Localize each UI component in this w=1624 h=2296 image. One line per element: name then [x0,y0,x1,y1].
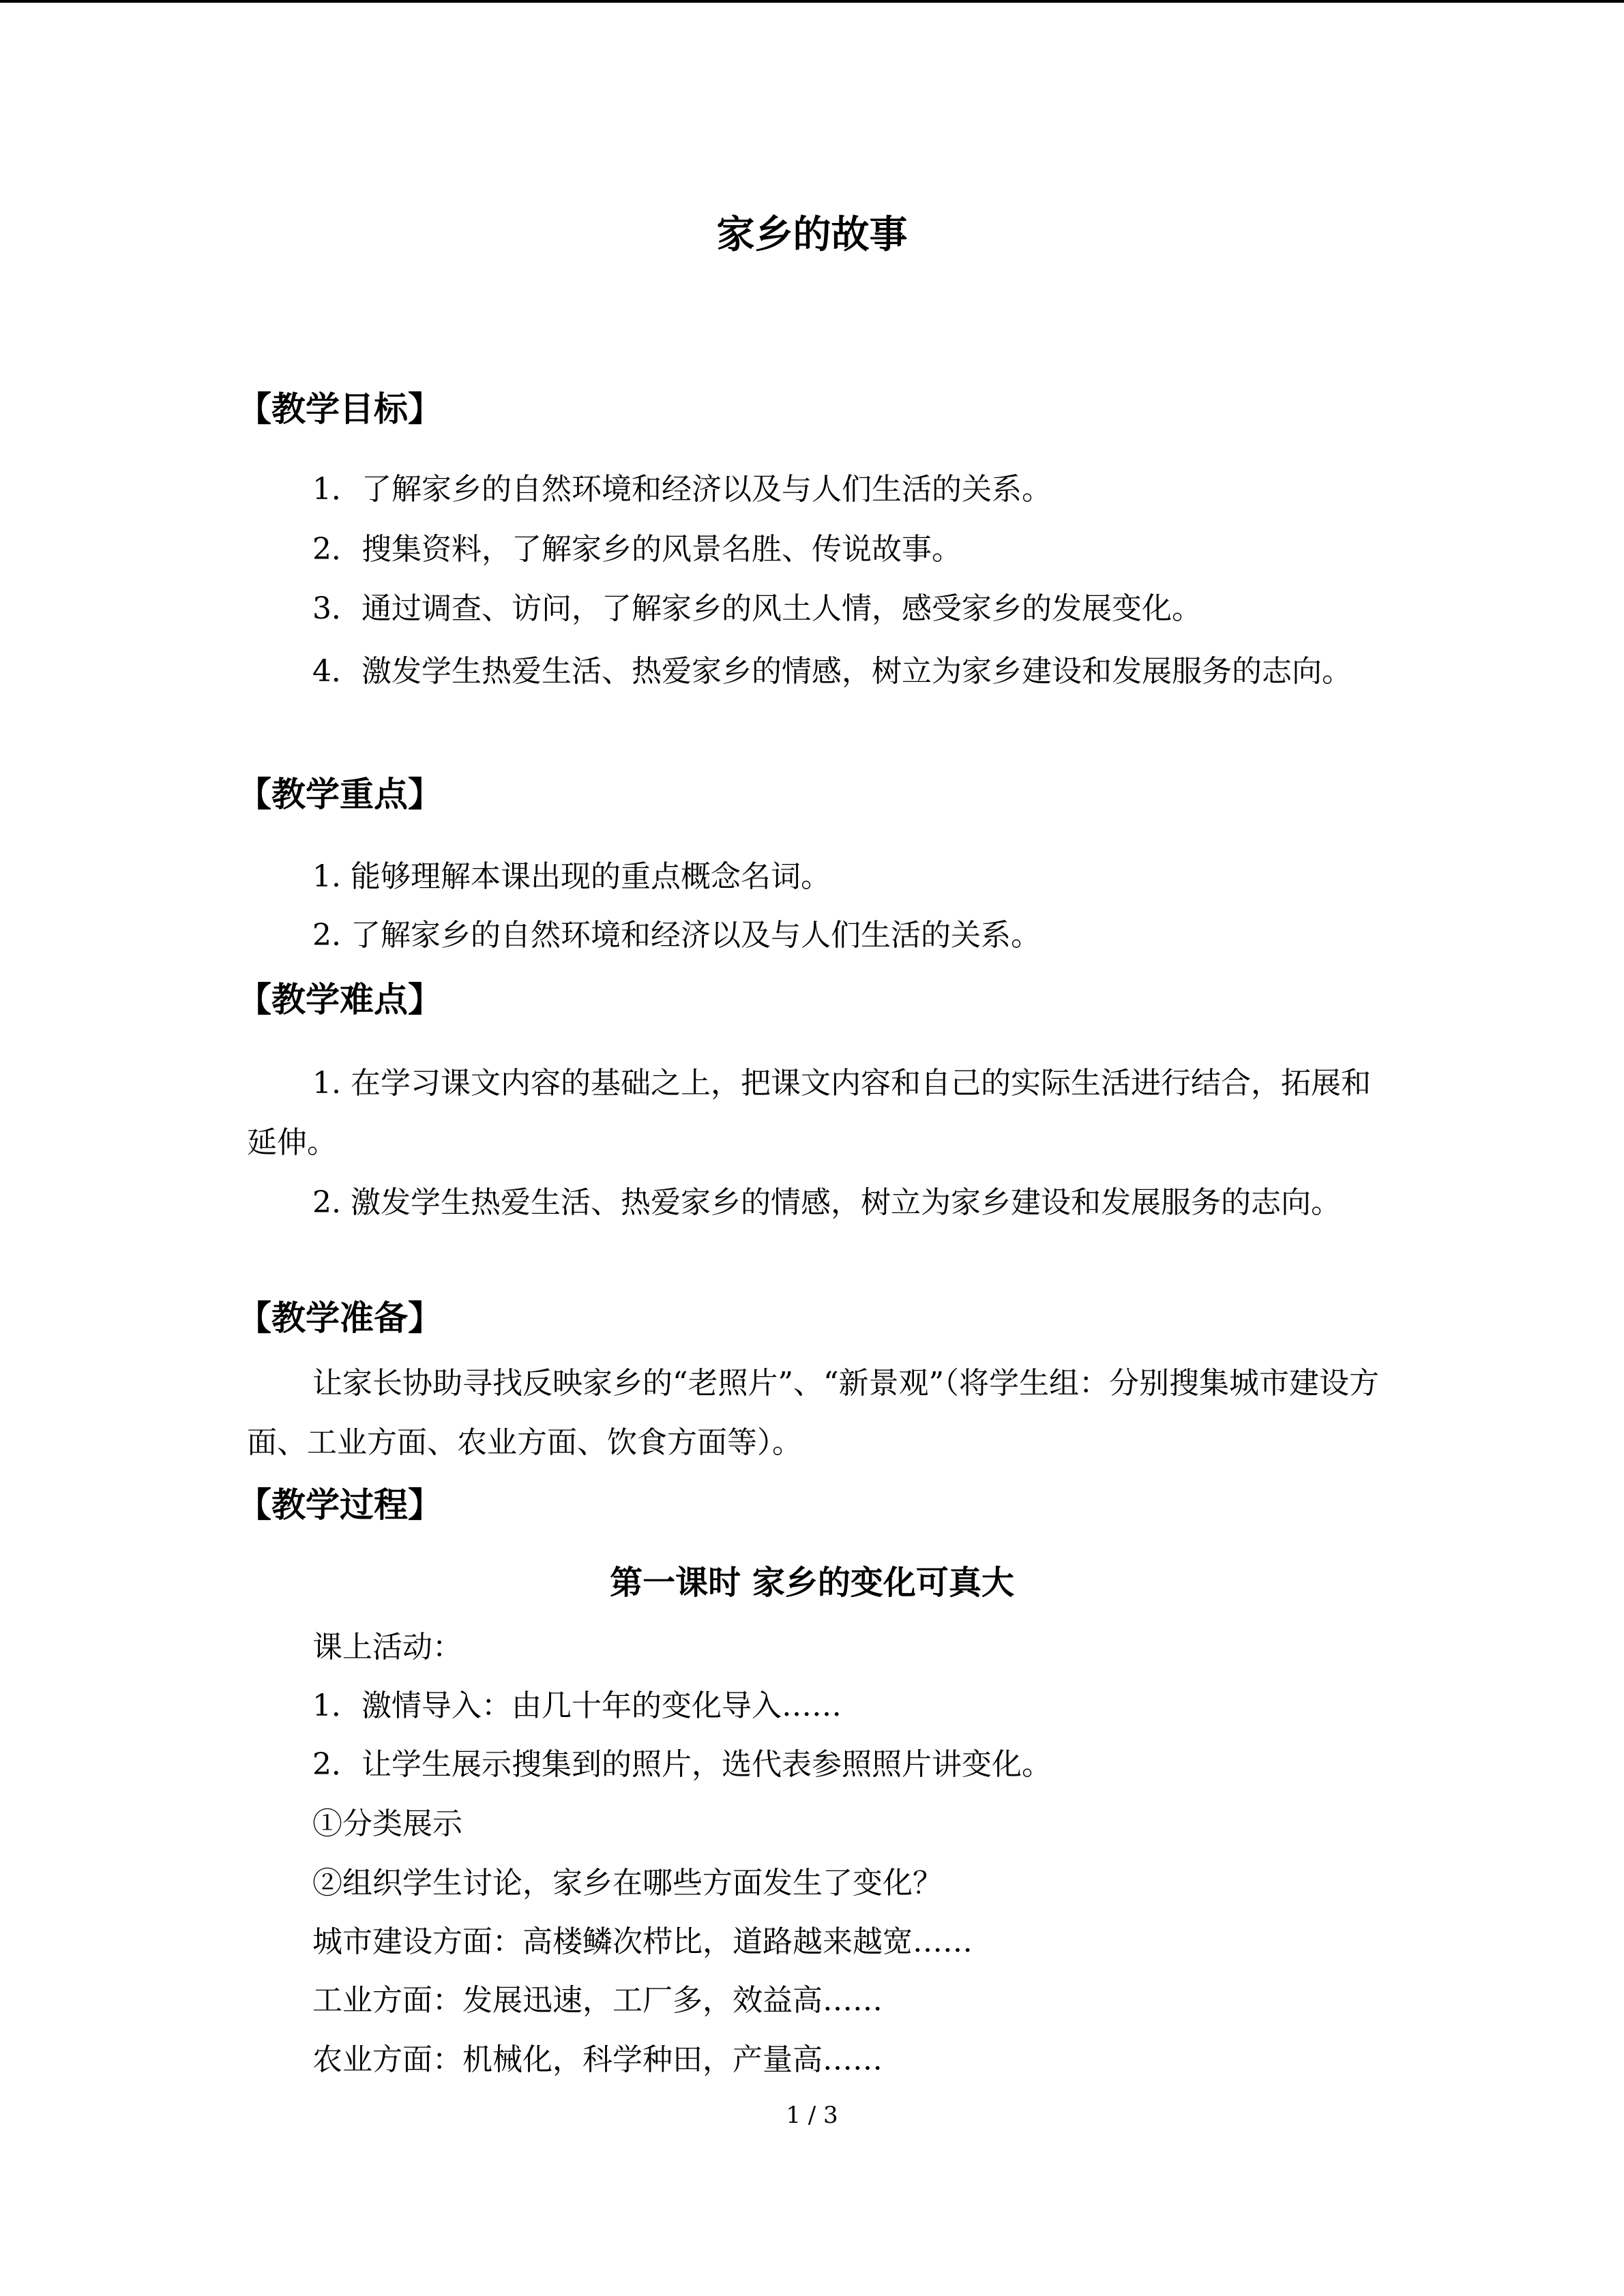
key-point-item: 1. 能够理解本课出现的重点概念名词。 [312,859,831,894]
objective-item: 3．通过调查、访问，了解家乡的风土人情，感受家乡的发展变化。 [312,591,1202,626]
objective-item: 4．激发学生热爱生活、热爱家乡的情感，树立为家乡建设和发展服务的志向。 [312,654,1352,689]
process-line: 工业方面：发展迅速，工厂多，效益高…… [312,1983,883,2018]
preparation-heading: 【教学准备】 [237,1298,442,1338]
key-points-heading: 【教学重点】 [237,775,442,814]
document-title: 家乡的故事 [716,213,908,257]
page-number: 1 / 3 [786,2102,838,2129]
objective-item: 2．搜集资料，了解家乡的风景名胜、传说故事。 [312,532,962,567]
difficulties-heading: 【教学难点】 [237,980,442,1019]
process-line: 1．激情导入：由几十年的变化导入…… [312,1688,842,1723]
process-heading: 【教学过程】 [237,1485,442,1525]
process-line: 农业方面：机械化，科学种田，产量高…… [312,2042,883,2077]
preparation-text: 让家长协助寻找反映家乡的“老照片”、“新景观”（将学生组：分别搜集城市建设方面、工业方面、农业方面、饮食方面等）。 [247,1366,1379,1460]
difficulty-item: 1. 在学习课文内容的基础之上，把课文内容和自己的实际生活进行结合，拓展和延伸。 [247,1066,1371,1160]
objectives-heading: 【教学目标】 [237,389,442,429]
process-line: 课上活动： [312,1630,462,1665]
process-line: 城市建设方面：高楼鳞次栉比，道路越来越宽…… [312,1924,973,1959]
lesson-title: 第一课时 家乡的变化可真大 [610,1564,1014,1602]
process-line: ①分类展示 [312,1806,462,1841]
process-line: ②组织学生讨论，家乡在哪些方面发生了变化？ [312,1866,943,1900]
difficulty-item: 2. 激发学生热爱生活、热爱家乡的情感，树立为家乡建设和发展服务的志向。 [312,1185,1341,1220]
process-line: 2．让学生展示搜集到的照片，选代表参照照片讲变化。 [312,1747,1052,1782]
key-point-item: 2. 了解家乡的自然环境和经济以及与人们生活的关系。 [312,918,1041,953]
objective-item: 1．了解家乡的自然环境和经济以及与人们生活的关系。 [312,472,1052,507]
